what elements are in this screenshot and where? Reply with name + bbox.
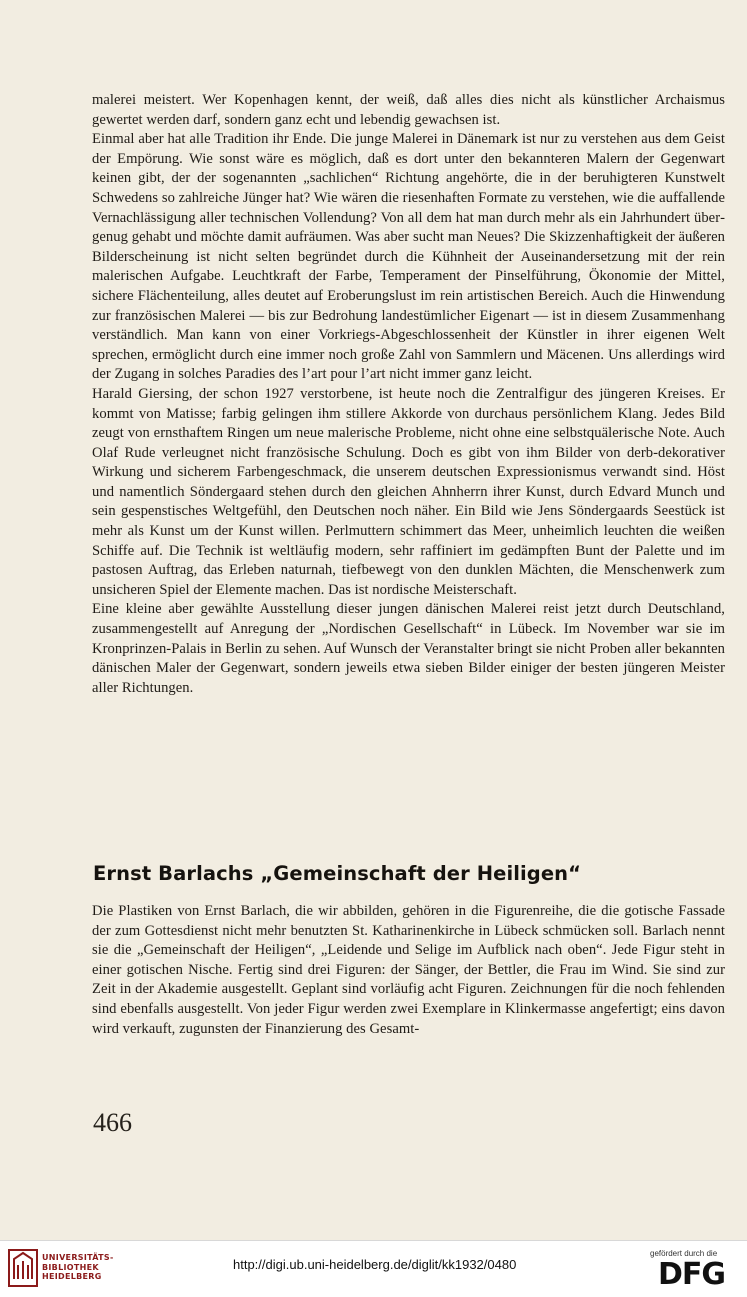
library-name <box>42 1253 114 1282</box>
funding-caption: gefördert durch die <box>650 1249 718 1258</box>
library-name-line: UNIVERSITÄTS- <box>42 1253 114 1262</box>
permalink-url[interactable]: http://digi.ub.uni-heidelberg.de/diglit/kk1932/0480 <box>233 1257 517 1272</box>
paragraph: Die Plastiken von Ernst Barlach, die wir abbilden, gehören in die Figurenreihe, die die gotische Fassade der zum Gottesdienst nicht mehr benutzten St. Katharinenkirche in Lübeck schmücken soll. Barlach nennt sie die „Gemeinschaft der Heiligen“, „Leidende und Selige im Aufblick nach oben“. Jede Figur steht in einer gotischen Nische. Fertig sind drei Figuren: der Sänger, der Bettler, die Frau im Wind. Sie sind zur Zeit in der Akademie ausgestellt. Geplant sind vorläufig acht Figuren. Zeichnungen für die noch fehlenden sind ebenfalls ausgestellt. Von jeder Figur werden zwei Exemplare in Klinkermasse angefertigt; eins davon wird verkauft, zugunsten der Finanzierung des Gesamt- <box>92 903 725 1037</box>
paragraph: Einmal aber hat alle Tradition ihr Ende. Die junge Malerei in Dänemark ist nur zu verstehen aus dem Geist der Empörung. Wie sonst wäre es möglich, daß es dort unter den bekannteren Malern der Gegenwart keinen gibt, der der sogenannten „sachlichen“ Richtung angehörte, die in der beruhigteren Kunstwelt Schwedens so zahlreiche Jünger hat? Wie wären die riesenhaften Formate zu verstehen, wie die auffallende Vernachlässigung aller technischen Vollendung? Von all dem hat man durch mehr als ein Jahrhundert übergenug gehabt und möchte damit aufräumen. Was aber sucht man Neues? Die Skizzenhaftigkeit der äußeren Bilderscheinung ist nicht selten begründet durch die Kühnheit der Auseinandersetzung mit der rein malerischen Aufgabe. Leuchtkraft der Farbe, Temperament der Pinselführung, Ökonomie der Mittel, sichere Flächenteilung, alles deutet auf Eroberungslust im rein artistischen Bereich. Auch die Hinwendung zur französischen Malerei — bis zur Bedrohung landestümlicher Eigenart — ist in diesem Zusammenhang verständlich. Man kann von einer Vorkriegs-Abgeschlossenheit der Künstler in ihrer eigenen Welt sprechen, ermöglicht durch eine immer noch große Zahl von Sammlern und Mäcenen. Uns allerdings wird der Zugang in solches Paradies des l’art pour l’art nicht immer ganz leicht. <box>92 131 725 383</box>
article-body-part-2 <box>92 902 725 1039</box>
paragraph: Eine kleine aber gewählte Ausstellung dieser jungen dänischen Malerei reist jetzt durch Deutschland, zusammengestellt auf Anregung der „Nordischen Gesellschaft“ in Lübeck. Im November war sie im Kronprinzen-Palais in Berlin zu sehen. Auf Wunsch der Veranstalter bringt sie nicht Proben aller bekannten dänischen Maler der Gegenwart, sondern jeweils etwa sieben Bilder einiger der besten jüngeren Meister aller Richtungen. <box>92 601 725 696</box>
page-number: 466 <box>93 1108 132 1137</box>
section-heading: Ernst Barlachs „Gemeinschaft der Heiligen“ <box>93 862 582 885</box>
paragraph: malerei meistert. Wer Kopenhagen kennt, der weiß, daß alles dies nicht als künstlicher Archaismus gewertet werden darf, sondern ganz echt und lebendig gewachsen ist. <box>92 92 725 128</box>
digitization-footer <box>0 1240 747 1297</box>
article-body-part-1 <box>92 91 725 698</box>
paragraph: Harald Giersing, der schon 1927 verstorbene, ist heute noch die Zentralfigur des jüngeren Kreises. Er kommt von Matisse; farbig gelingen ihm stillere Akkorde von durchaus persönlichem Klang. Jedes Bild zeugt von ernsthaftem Ringen um neue malerische Probleme, nicht ohne eine selbstquälerische Note. Auch Olaf Rude verleugnet nicht französische Schulung. Doch es gibt von ihm Bilder von derb-dekorativer Wirkung und sicherem Farbengeschmack, die unserem deutschen Expressionismus verwandt sind. Höst und namentlich Söndergaard stehen durch den gleichen Ahnherrn ihrer Kunst, durch Edvard Munch und sein gespenstisches Weltgefühl, den Deutschen noch näher. Ein Bild wie Jens Söndergaards Seestück ist mehr als Kunst um der Kunst willen. Perlmuttern schimmert das Meer, unheimlich leuchten die weißen Schiffe auf. Die Technik ist weltläufig modern, sehr raffiniert im gedämpften Bunt der Palette und im pastosen Auftrag, das Erleben naturnah, tiefbewegt von den dunklen Mächten, die Menschenwerk zum unsicheren Spiel der Elemente machen. Das ist nordische Meisterschaft. <box>92 385 725 598</box>
library-logo-icon <box>8 1249 38 1287</box>
library-name-line: BIBLIOTHEK <box>42 1262 99 1272</box>
library-name-line: HEIDELBERG <box>42 1272 102 1281</box>
dfg-logo: DFG <box>658 1257 726 1292</box>
